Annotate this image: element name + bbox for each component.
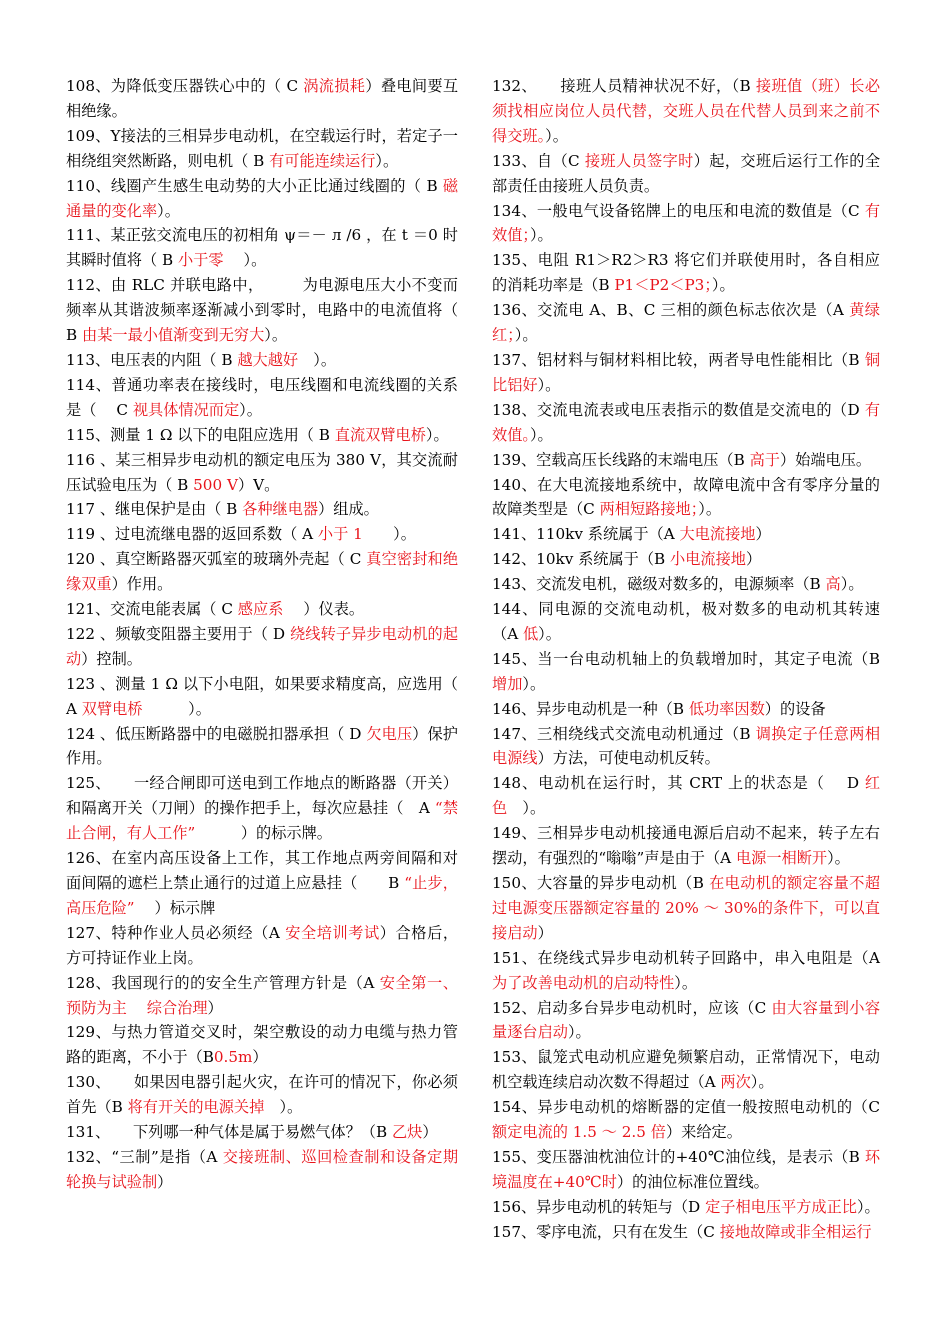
question-text: 145、当一台电动机轴上的负载增加时，其定子电流（B xyxy=(492,649,880,668)
question-text-end: ）。 xyxy=(545,126,568,145)
question-item xyxy=(66,373,458,423)
question-text: 115、测量 1 Ω 以下的电阻应选用（ B xyxy=(66,425,335,444)
question-text-end: ）。 xyxy=(264,326,288,345)
question-text: 132、“三制”是指（A xyxy=(66,1147,223,1166)
answer-text: 增加 xyxy=(492,674,523,693)
answer-text: 两相短路接地； xyxy=(599,500,699,519)
answer-text: 接班人员签字时 xyxy=(584,151,694,170)
question-text-end: ）。 xyxy=(223,251,267,270)
question-text: 114、普通功率表在接线时，电压线圈和电流线圈的关系是（ C xyxy=(66,375,458,419)
answer-text: 小电流接地 xyxy=(670,550,746,569)
question-text-end: ）。 xyxy=(529,226,553,245)
question-text-end: ）标示牌 xyxy=(134,898,216,917)
question-text: 157、零序电流，只有在发生（C xyxy=(492,1222,720,1241)
question-text-end: ）V。 xyxy=(237,475,280,494)
question-text: 123 、测量 1 Ω 以下小电阻，如果要求精度高，应选用（ A xyxy=(66,674,458,718)
question-item xyxy=(66,597,458,622)
answer-text: 有可能连续运行 xyxy=(269,151,376,170)
question-text-end: ）。 xyxy=(375,151,399,170)
answer-text: 两次 xyxy=(720,1073,751,1092)
question-text: 154、异步电动机的熔断器的定值一般按照电动机的（C xyxy=(492,1098,880,1117)
question-text: 116 、某三相异步电动机的额定电压为 380 V，其交流耐压试验电压为（ B xyxy=(66,450,458,494)
answer-text: 接地故障或非全相运行 xyxy=(719,1222,872,1241)
answer-text: 由大容量到小容量逐台启动 xyxy=(492,998,881,1042)
question-item xyxy=(492,199,880,249)
question-text-end: ） xyxy=(207,998,223,1017)
question-item xyxy=(492,871,880,946)
question-text: 131、 下列哪一种气体是属于易燃气体？（B xyxy=(66,1123,392,1142)
answer-text: 双臂电桥 xyxy=(81,699,143,718)
question-text-end: ）方法，可使电动机反转。 xyxy=(537,749,720,768)
question-item xyxy=(66,846,458,921)
answer-text: 磁通量的变化率 xyxy=(66,176,458,220)
question-text: 153、鼠笼式电动机应避免频繁启动，正常情况下，电动机空载连续启动次数不得超过（A xyxy=(492,1048,880,1092)
question-text-end: ）。 xyxy=(142,699,211,718)
question-text: 139、空载高压长线路的末端电压（B xyxy=(492,450,750,469)
answer-text: 感应系 xyxy=(237,600,284,619)
question-item xyxy=(492,946,880,996)
question-item xyxy=(492,348,880,398)
answer-text: 有效值。 xyxy=(492,400,880,444)
question-item xyxy=(492,1045,880,1095)
answer-text: “禁止合闸，有人工作” xyxy=(66,799,459,843)
question-item xyxy=(492,647,880,697)
answer-text: 红色 xyxy=(492,774,880,818)
answer-text: 调换定子任意两相电源线 xyxy=(492,724,881,768)
question-text-end: ）起，交班后运行工作的全部责任由接班人员负责。 xyxy=(492,151,881,195)
answer-text: 接班值（班）长必须找相应岗位人员代替，交班人员在代替人员到来之前不得交班。 xyxy=(492,77,881,145)
question-text: 150、大容量的异步电动机（B xyxy=(492,874,710,892)
question-text: 128、我国现行的的安全生产管理方针是（A xyxy=(66,973,380,992)
answer-text: 交接班制、巡回检查制和设备定期轮换与试验制 xyxy=(66,1147,458,1191)
question-text: 125、 一经合闸即可送电到工作地点的断路器（开关）和隔离开关（刀闸）的操作把手上，每次应悬挂（ A xyxy=(66,774,458,818)
question-text: 152、启动多台异步电动机时，应该（C xyxy=(492,998,772,1017)
question-item xyxy=(66,1145,458,1195)
question-text-end: ） xyxy=(252,1048,268,1067)
question-text: 148、电动机在运行时，其 CRT 上的状态是（ D xyxy=(492,774,865,793)
question-text: 135、电阻 R1＞R2＞R3 将它们并联使用时，各自相应的消耗功率是（B xyxy=(492,251,880,295)
answer-text: 低功率因数 xyxy=(688,699,765,718)
answer-text: 由某一最小值渐变到无穷大 xyxy=(82,326,265,345)
right-question-column xyxy=(492,74,880,1245)
question-text: 126、在室内高压设备上工作，其工作地点两旁间隔和对面间隔的遮栏上禁止通行的过道上应悬挂（ B xyxy=(66,849,458,892)
question-text: 109、Y接法的三相异步电动机，在空载运行时，若定子一相绕组突然断路，则电机（ B xyxy=(66,126,458,170)
question-text-end: ）。 xyxy=(750,1073,774,1092)
question-text-end: ）。 xyxy=(507,799,546,818)
question-text: 146、异步电动机是一种（B xyxy=(492,699,689,718)
question-text-end: ）。 xyxy=(529,425,553,444)
answer-text: 电源一相断开 xyxy=(735,849,828,868)
question-item xyxy=(492,996,880,1046)
answer-text: 将有开关的电源关掉 xyxy=(127,1098,265,1117)
answer-text: 定子相电压平方成正比 xyxy=(705,1197,857,1216)
answer-text: 为了改善电动机的启动特性 xyxy=(492,973,675,992)
question-item xyxy=(492,722,880,772)
question-text: 110、线圈产生感生电动势的大小正比通过线圈的（ B xyxy=(66,176,443,195)
question-text-end: ）始端电压。 xyxy=(779,450,872,469)
question-item xyxy=(66,124,458,174)
answer-text: 欠电压 xyxy=(366,724,413,743)
answer-text: 视具体情况而定 xyxy=(132,400,240,419)
question-item xyxy=(66,1120,458,1145)
question-item xyxy=(66,622,458,672)
answer-text: 安全第一、预防为主 综合治理 xyxy=(66,973,458,1017)
question-text: 119 、过电流继电器的返回系数（ A xyxy=(66,525,318,544)
question-text: 121、交流电能表属（ C xyxy=(66,600,238,619)
question-text-end: ）。 xyxy=(711,276,735,295)
answer-text: 额定电流的 1.5 ～ 2.5 倍 xyxy=(492,1123,666,1142)
question-item xyxy=(492,248,880,298)
question-text-end: ）仪表。 xyxy=(283,600,365,619)
answer-text: 涡流损耗 xyxy=(303,77,366,95)
question-text: 137、铝材料与铜材料相比较，两者导电性能相比（B xyxy=(492,350,865,369)
question-text-end: ）。 xyxy=(538,624,561,643)
question-item xyxy=(492,473,880,523)
question-text-end: ）。 xyxy=(827,849,850,868)
question-text-end: ）组成。 xyxy=(318,500,379,519)
question-item xyxy=(492,298,880,348)
question-item xyxy=(66,223,458,273)
question-text-end: ）。 xyxy=(239,400,262,419)
question-text: 130、 如果因电器引起火灾，在许可的情况下，你必须首先（B xyxy=(66,1073,458,1117)
question-text-end: ）。 xyxy=(537,375,561,394)
question-text: 144、同电源的交流电动机，极对数多的电动机其转速（A xyxy=(492,600,880,643)
question-text: 140、在大电流接地系统中，故障电流中含有零序分量的故障类型是（C xyxy=(492,475,880,519)
question-text-end: ）。 xyxy=(698,500,722,519)
question-item xyxy=(492,1095,880,1145)
question-text-end: ）的设备 xyxy=(764,699,826,718)
question-text: 120 、真空断路器灭弧室的玻璃外壳起（ C xyxy=(66,550,367,569)
question-item xyxy=(66,1070,458,1120)
question-item xyxy=(66,547,458,597)
question-text: 138、交流电流表或电压表指示的数值是交流电的（D xyxy=(492,400,865,419)
question-text-end: ）。 xyxy=(157,201,180,220)
question-item xyxy=(492,547,880,572)
question-item xyxy=(66,921,458,971)
question-item xyxy=(66,423,458,448)
question-text: 155、变压器油枕油位计的+40℃油位线，是表示（B xyxy=(492,1147,865,1166)
question-text-end: ） xyxy=(157,1172,173,1191)
question-text: 124 、低压断路器中的电磁脱扣器承担（ D xyxy=(66,724,367,743)
question-item xyxy=(66,174,458,224)
question-text: 117 、继电保护是由（ B xyxy=(66,500,243,519)
question-text-end: ）。 xyxy=(856,1197,880,1216)
question-text-end: ）的标示牌。 xyxy=(195,824,332,843)
question-text-end: ） xyxy=(537,923,553,942)
question-text-end: ）。 xyxy=(362,525,416,544)
answer-text: 各种继电器 xyxy=(242,500,319,519)
question-text-end: ）控制。 xyxy=(81,649,142,668)
question-item xyxy=(66,522,458,547)
answer-text: 高 xyxy=(825,575,841,594)
question-text-end: ）。 xyxy=(425,425,449,444)
question-text: 111、某正弦交流电压的初相角 ψ＝－ л /6 ，在 t ＝0 时其瞬时值将（ B xyxy=(66,226,458,270)
question-item xyxy=(492,149,880,199)
question-text-end: ）保护作用。 xyxy=(66,724,458,768)
question-text: 133、自（C xyxy=(492,151,585,170)
question-item xyxy=(492,1220,880,1245)
question-text: 141、110kv 系统属于（A xyxy=(492,525,680,544)
answer-text: 高于 xyxy=(749,450,780,469)
answer-text: 绕线转子异步电动机的起动 xyxy=(66,624,459,668)
question-text-end: ） xyxy=(745,550,762,569)
answer-text: 在电动机的额定容量不超过电源变压器额定容量的 20% ～ 30%的条件下，可以直接启动 xyxy=(492,874,881,942)
question-text-end: ）。 xyxy=(298,350,337,369)
question-text-end: ）合格后，方可持证作业上岗。 xyxy=(66,923,459,967)
answer-text: 越大越好 xyxy=(237,350,299,369)
left-question-column xyxy=(66,74,458,1195)
question-item xyxy=(66,273,458,348)
question-text: 122 、频敏变阻器主要用于（ D xyxy=(66,624,291,643)
answer-text: 安全培训考试 xyxy=(285,923,380,942)
question-text-end: ）。 xyxy=(522,674,546,693)
question-text-end: ）。 xyxy=(840,575,864,594)
answer-text: 500 V xyxy=(193,475,238,494)
question-text: 112、由 RLC 并联电路中， 为电源电压大小不变而频率从其谐波频率逐渐减小到零时，电路中的电流值将（ B xyxy=(66,276,458,345)
question-item xyxy=(66,672,458,722)
question-item xyxy=(66,1020,458,1070)
question-item xyxy=(492,398,880,448)
answer-text: 乙炔 xyxy=(391,1123,423,1142)
answer-text: 环境温度在+40℃时 xyxy=(492,1147,880,1191)
question-text: 156、异步电动机的转矩与（D xyxy=(492,1197,706,1216)
question-item xyxy=(492,572,880,597)
question-text-end: ）来给定。 xyxy=(665,1123,742,1142)
question-item xyxy=(492,522,880,547)
question-text-end: ）。 xyxy=(567,1023,591,1042)
question-item xyxy=(492,448,880,473)
answer-text: 大电流接地 xyxy=(679,525,756,544)
question-item xyxy=(492,1195,880,1220)
question-text: 129、与热力管道交叉时，架空敷设的动力电缆与热力管路的距离，不小于（B xyxy=(66,1023,458,1067)
answer-text: P1＜P2＜P3； xyxy=(614,276,712,295)
answer-text: 小于 1 xyxy=(317,525,363,544)
question-item xyxy=(66,771,458,846)
question-text-end: ）。 xyxy=(674,973,698,992)
question-text-end: ） xyxy=(422,1123,438,1142)
answer-text: 黄绿红； xyxy=(492,301,880,345)
question-text: 113、电压表的内阻（ B xyxy=(66,350,238,369)
question-text: 108、为降低变压器铁心中的（ C xyxy=(66,77,304,95)
question-text: 149、三相异步电动机接通电源后启动不起来，转子左右摆动，有强烈的“嗡嗡”声是由于（A xyxy=(492,824,880,868)
question-item xyxy=(492,597,880,647)
question-item xyxy=(492,821,880,871)
answer-text: 低 xyxy=(522,624,539,643)
answer-text: 直流双臂电桥 xyxy=(334,425,426,444)
question-text: 147、三相绕线式交流电动机通过（B xyxy=(492,724,756,743)
question-item xyxy=(66,971,458,1021)
answer-text: 铜比铝好 xyxy=(492,350,880,394)
question-item xyxy=(66,74,458,124)
question-text-end: ）作用。 xyxy=(111,575,173,594)
question-text: 142、10kv 系统属于（B xyxy=(492,550,671,569)
answer-text: 0.5m xyxy=(213,1048,253,1067)
question-item xyxy=(66,448,458,498)
answer-text: “止步，高压危险” xyxy=(66,874,458,917)
question-text: 136、交流电 A、B、C 三相的颜色标志依次是（A xyxy=(492,301,850,320)
question-item xyxy=(66,348,458,373)
question-item xyxy=(492,1145,880,1195)
question-item xyxy=(66,497,458,522)
question-text: 134、一般电气设备铭牌上的电压和电流的数值是（C xyxy=(492,201,865,220)
question-text: 132、 接班人员精神状况不好，（B xyxy=(492,77,756,95)
question-item xyxy=(66,722,458,772)
question-item xyxy=(492,771,880,821)
question-text: 127、特种作业人员必须经（A xyxy=(66,923,286,942)
question-text: 143、交流发电机，磁级对数多的，电源频率（B xyxy=(492,575,826,594)
question-text-end: ）叠电间要互相绝缘。 xyxy=(66,77,459,120)
answer-text: 有效值； xyxy=(492,201,880,245)
answer-text: 真空密封和绝缘双重 xyxy=(66,550,459,594)
question-item xyxy=(492,74,880,149)
question-text: 151、在绕线式异步电动机转子回路中，串入电阻是（A xyxy=(492,948,880,967)
question-item xyxy=(492,697,880,722)
question-text-end: ） xyxy=(755,525,771,544)
question-text-end: ）。 xyxy=(264,1098,303,1117)
answer-text: 小于零 xyxy=(177,251,224,270)
question-text-end: ）的油位标准位置线。 xyxy=(616,1172,769,1191)
question-text-end: ）。 xyxy=(514,326,538,345)
